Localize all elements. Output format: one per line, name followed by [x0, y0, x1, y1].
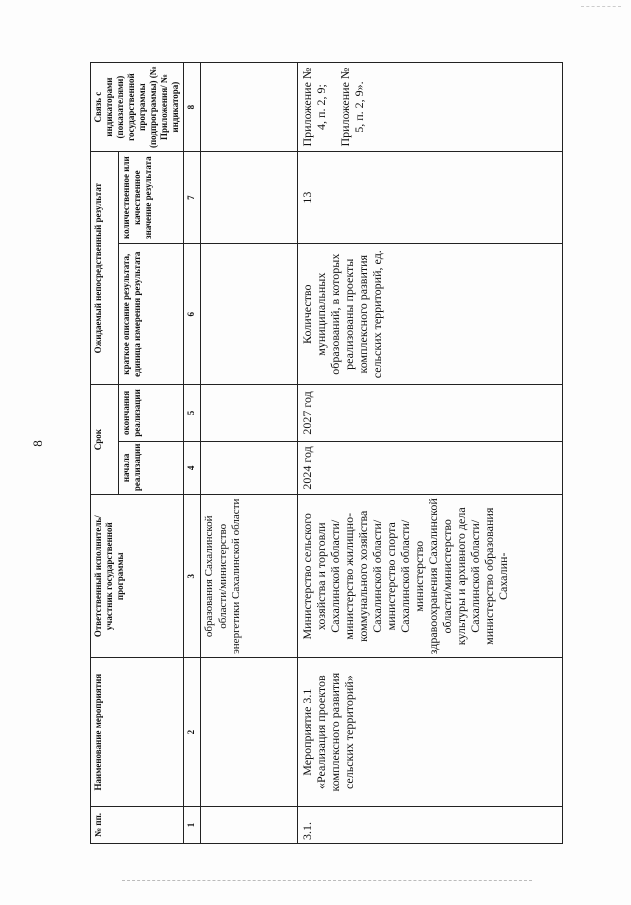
header-responsible: Ответственный исполнитель/участник государственной программы [91, 495, 184, 658]
header-term-end: окончания реализации [118, 385, 183, 441]
continuation-responsible: образования Сахалинской области/министерство энергетики Сахалинской области [201, 495, 298, 658]
header-event-name: Наименование мероприятия [91, 658, 184, 806]
column-number: 5 [184, 385, 201, 441]
event-responsible: Министерство сельского хозяйства и торговли Сахалинской области/министерство жилищно-коммунального хозяйства Сахалинской области/министерство спорта Сахалинской области/министерство здравоохранения Сахалинской области/министерство культуры и архивного дела Сахалинской области/министерство образования Сахалин- [298, 495, 563, 658]
table-cell [201, 152, 298, 244]
event-result-desc: Количество муниципальных образований, в которых реализованы проекты комплексного развития сельских территорий, ед. [298, 244, 563, 385]
continuation-row [201, 63, 298, 844]
table-cell [201, 63, 298, 152]
column-number: 7 [184, 152, 201, 244]
event-link-2: Приложение № 5, п. 2, 9». [338, 67, 366, 147]
header-row-1 [91, 63, 119, 844]
page-number: 8 [29, 440, 45, 447]
column-number: 6 [184, 244, 201, 385]
table-cell [201, 441, 298, 494]
table-cell [201, 244, 298, 385]
event-link [298, 63, 563, 152]
scan-artifact-line [122, 880, 532, 881]
table-cell [201, 806, 298, 843]
event-row-3-1 [298, 63, 563, 844]
header-num: № пп. [91, 806, 184, 843]
table-cell [201, 658, 298, 806]
event-num: 3.1. [298, 806, 563, 843]
event-end: 2027 год [298, 385, 563, 441]
header-result: Ожидаемый непосредственный результат [91, 152, 119, 385]
header-term: Срок [91, 385, 119, 495]
table-cell [201, 385, 298, 441]
program-events-table [90, 62, 563, 844]
event-name: Мероприятие 3.1 «Реализация проектов комплексного развития сельских территорий» [298, 658, 563, 806]
header-result-desc: краткое описание результата, единица измерения результата [118, 244, 183, 385]
event-start: 2024 год [298, 441, 563, 494]
column-number: 1 [184, 806, 201, 843]
header-result-value: количественное или качественное значение результата [118, 152, 183, 244]
event-result-value: 13 [298, 152, 563, 244]
column-number: 2 [184, 658, 201, 806]
scan-artifact-line [581, 6, 621, 7]
header-link: Связь с индикаторами (показателями) государственной программы (подпрограммы) (№ Приложения/ № индикатора) [91, 63, 184, 152]
event-link-1: Приложение № 4, п. 2, 9; [300, 67, 328, 147]
column-number: 8 [184, 63, 201, 152]
column-number: 4 [184, 441, 201, 494]
column-number-row [184, 63, 201, 844]
header-term-start: начала реализации [118, 441, 183, 494]
rotated-table-container [90, 62, 615, 844]
column-number: 3 [184, 495, 201, 658]
